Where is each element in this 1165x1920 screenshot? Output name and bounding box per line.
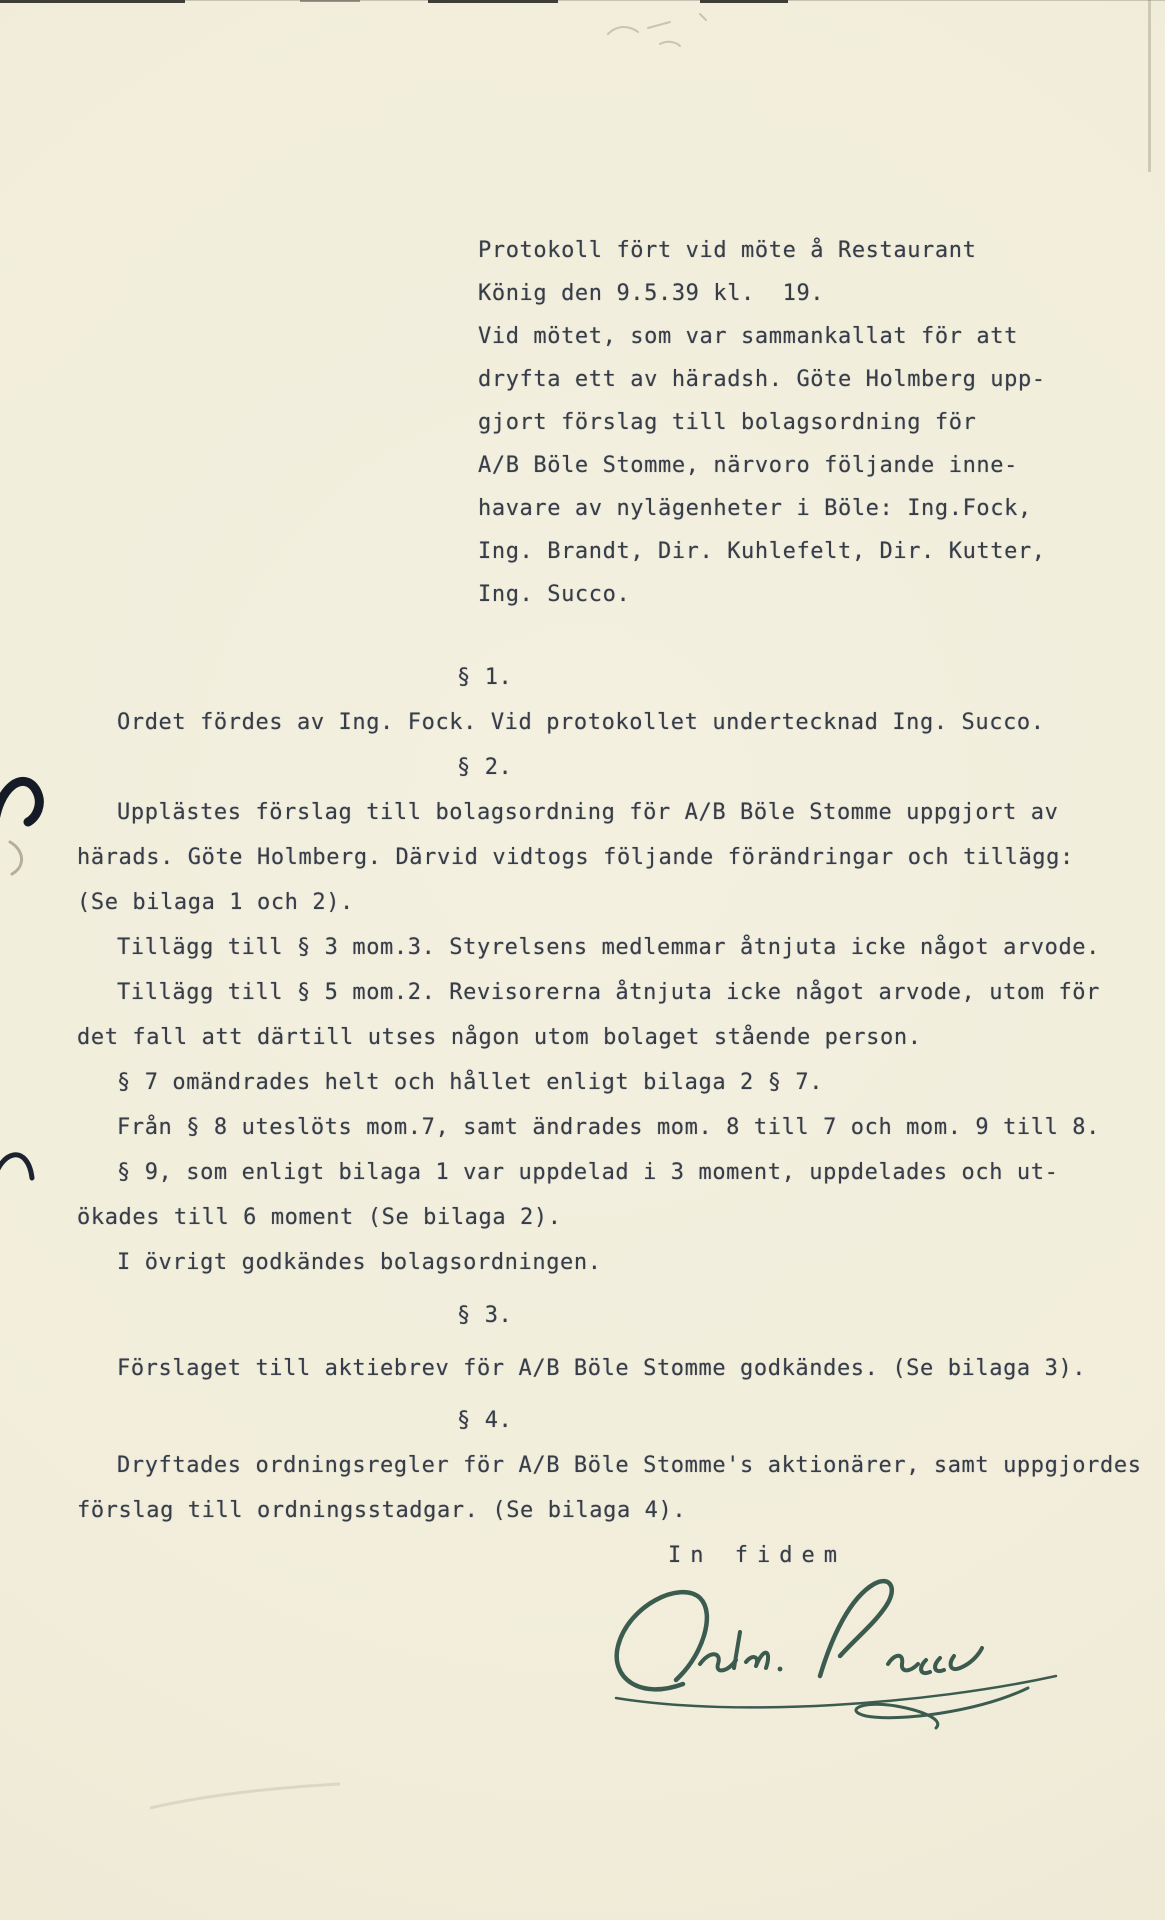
header-line: havare av nylägenheter i Böle: Ing.Fock,: [478, 496, 1032, 521]
body-line: (Se bilaga 1 och 2).: [77, 890, 354, 915]
punch-mark-upper: [0, 781, 39, 828]
body-line: härads. Göte Holmberg. Därvid vidtogs följande förändringar och tillägg:: [77, 845, 1074, 870]
body-block: [77, 655, 1165, 1578]
header-block: [478, 229, 1098, 616]
body-line: § 7 omändrades helt och hållet enligt bilaga 2 § 7.: [117, 1070, 824, 1095]
header-line: dryfta ett av häradsh. Göte Holmberg upp-: [478, 367, 1046, 392]
scan-top-edge-segment: [700, 0, 788, 3]
punch-mark-upper-hook: [10, 842, 22, 874]
body-line: Från § 8 uteslöts mom.7, samt ändrades mom. 8 till 7 och mom. 9 till 8.: [117, 1115, 1101, 1140]
in-fidem-label: In fidem: [668, 1543, 846, 1568]
scan-top-edge-segment: [300, 0, 360, 2]
body-line: I övrigt godkändes bolagsordningen.: [117, 1250, 602, 1275]
body-line: Upplästes förslag till bolagsordning för A/B Böle Stomme uppgjort av: [117, 800, 1059, 825]
header-line: König den 9.5.39 kl. 19.: [478, 281, 825, 306]
body-line: Dryftades ordningsregler för A/B Böle Stomme's aktionärer, samt uppgjordes: [117, 1453, 1142, 1478]
section-heading: § 2.: [457, 755, 513, 780]
header-line: Vid mötet, som var sammankallat för att: [478, 324, 1018, 349]
body-line: Förslaget till aktiebrev för A/B Böle Stomme godkändes. (Se bilaga 3).: [117, 1356, 1087, 1381]
punch-mark-lower: [0, 1155, 32, 1186]
scan-top-edge-segment: [0, 0, 185, 3]
body-line: det fall att därtill utses någon utom bolaget stående person.: [77, 1025, 922, 1050]
section-heading: § 4.: [457, 1408, 513, 1433]
body-line: Tillägg till § 3 mom.3. Styrelsens medlemmar åtnjuta icke något arvode.: [117, 935, 1101, 960]
body-line: § 9, som enligt bilaga 1 var uppdelad i 3 moment, uppdelades och ut-: [117, 1160, 1059, 1185]
body-line: ökades till 6 moment (Se bilaga 2).: [77, 1205, 562, 1230]
header-line: Ing. Succo.: [478, 582, 631, 607]
body-line: Ordet fördes av Ing. Fock. Vid protokollet undertecknad Ing. Succo.: [117, 710, 1045, 735]
handwritten-signature: [588, 1572, 1063, 1737]
body-line: förslag till ordningsstadgar. (Se bilaga 4).: [77, 1498, 687, 1523]
section-heading: § 3.: [457, 1303, 513, 1328]
body-line: Tillägg till § 5 mom.2. Revisorerna åtnjuta icke något arvode, utom för: [117, 980, 1101, 1005]
section-heading: § 1.: [457, 665, 513, 690]
scan-top-edge-segment: [428, 0, 558, 3]
scan-right-edge-shadow: [1148, 0, 1151, 172]
header-line: Protokoll fört vid möte å Restaurant: [478, 238, 977, 263]
header-line: Ing. Brandt, Dir. Kuhlefelt, Dir. Kutter,: [478, 539, 1046, 564]
scan-scratch: [150, 1784, 340, 1808]
header-line: A/B Böle Stomme, närvoro följande inne-: [478, 453, 1018, 478]
header-line: gjort förslag till bolagsordning för: [478, 410, 977, 435]
